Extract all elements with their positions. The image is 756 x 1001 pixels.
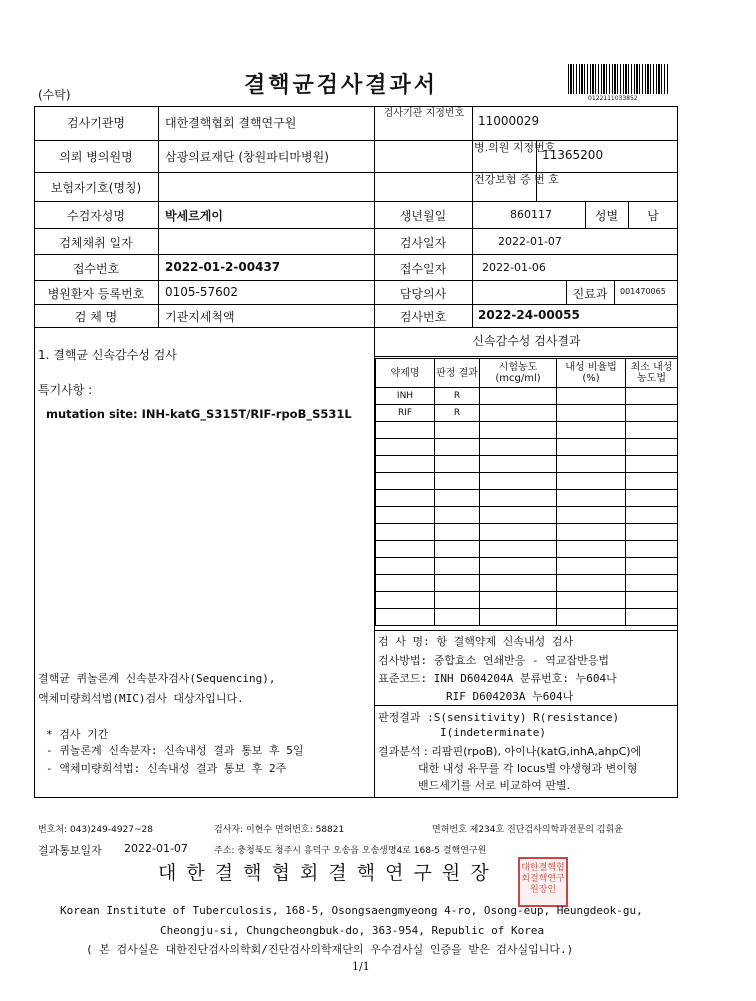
table-row: [376, 609, 678, 626]
cell-drug: INH: [376, 388, 435, 405]
std-code: 표준코드: INH D604204A 분류번호: 누604나: [378, 672, 617, 685]
inst-no-label: 검사기관 지정번호: [383, 108, 465, 119]
footer-examiner: 검사자: 이현수 면허번호: 58821: [214, 825, 345, 835]
notes-label: 특기사항 :: [38, 383, 93, 397]
footer-license: 면허번호 제234호 진단검사의학과전문의 김휘윤: [432, 825, 623, 835]
col-ratio: 내성 비율법(%): [557, 359, 626, 388]
receipt-date-value: 2022-01-06: [482, 261, 546, 274]
specimen-value: 기관지세척액: [165, 310, 235, 324]
address-en-2: Cheongju-si, Chungcheongbuk-do, 363-954, Republic of Korea: [160, 924, 545, 937]
dept-label: 진료과: [572, 287, 608, 301]
table-row: [376, 490, 678, 507]
period-2: - 액체미량희석법: 신속내성 결과 통보 후 2주: [46, 762, 287, 775]
org-name: 대 한 결 핵 협 회 결 핵 연 구 원 장: [158, 862, 491, 884]
table-row: [376, 507, 678, 524]
receipt-date-label: 접수일자: [399, 262, 447, 276]
official-seal: 대한결핵협회결핵연구원장인: [518, 857, 568, 907]
susc-title: 신속감수성 검사결과: [472, 334, 581, 348]
test-date-value: 2022-01-07: [498, 235, 562, 248]
std-code-2: RIF D604203A 누604나: [446, 690, 574, 703]
table-row: [376, 575, 678, 592]
hosp-value: 삼광의료재단 (창원파티마병원): [165, 150, 329, 164]
barcode: [568, 64, 668, 94]
judge-label-2: I(indeterminate): [440, 726, 546, 739]
test-no-value: 2022-24-00055: [478, 308, 580, 322]
test-name: 검 사 명: 항 결핵약제 신속내성 검사: [378, 635, 574, 648]
health-no-label: 건강보험 증 번 호: [474, 173, 559, 186]
analysis-3: 밴드세기를 서로 비교하여 판별.: [418, 779, 571, 792]
report-date: 2022-01-07: [124, 842, 188, 855]
hosp-no-label: 병.의원 지정번호: [474, 141, 556, 154]
page-number: 1/1: [352, 960, 370, 973]
period-title: * 검사 기간: [46, 728, 109, 741]
sex-value: 남: [647, 209, 659, 223]
report-date-label: 결과통보일자: [38, 844, 102, 857]
address-kr: 주소: 충청북도 청주시 흥덕구 오송읍 오송생명4로 168-5 결핵연구원: [214, 846, 487, 856]
receipt-no-value: 2022-01-2-00437: [165, 260, 281, 274]
pt-reg-value: 0105-57602: [165, 285, 239, 299]
seq-line-1: 결핵균 퀴놀론계 신속분자검사(Sequencing),: [38, 672, 276, 685]
table-row: [376, 439, 678, 456]
certification-note: ( 본 검사실은 대한진단검사의학회/진단검사의학재단의 우수검사실 인증을 받은 검사실입니다.): [86, 943, 574, 956]
patient-value: 박세르게이: [165, 209, 223, 223]
table-row: [376, 592, 678, 609]
doctor-label: 담당의사: [399, 287, 447, 301]
inst-value: 대한결핵협회 결핵연구원: [165, 116, 297, 130]
table-row: [376, 456, 678, 473]
table-row: [376, 541, 678, 558]
analysis-1: 결과분석 : 리팜핀(rpoB), 아이나(katG,inhA,ahpC)에: [378, 745, 642, 758]
analysis-2: 대한 내성 유무를 각 locus별 야생형과 변이형: [418, 762, 638, 775]
table-row: [376, 558, 678, 575]
address-en-1: Korean Institute of Tuberculosis, 168-5, Osongsaengmyeong 4-ro, Osong-eup, Heungdeok-gu,: [60, 904, 643, 917]
table-row: [376, 388, 678, 405]
test-no-label: 검사번호: [399, 310, 447, 324]
birth-label: 생년월일: [399, 209, 447, 223]
susceptibility-table: [375, 358, 678, 626]
footer-phone: 번호처: 043)249-4927~28: [38, 825, 153, 835]
inst-no-value: 11000029: [478, 114, 540, 128]
mutation-site: mutation site: INH-katG_S315T/RIF-rpoB_S531L: [46, 407, 352, 421]
test-method: 검사방법: 중합효소 연쇄반응 - 역교잡반응법: [378, 654, 610, 667]
table-row: [376, 524, 678, 541]
page-title: 결핵균검사결과서: [244, 73, 439, 98]
period-1: - 퀴놀론계 신속분자: 신속내성 결과 통보 후 5일: [46, 744, 304, 757]
test-date-label: 검사일자: [399, 236, 447, 250]
birth-value: 860117: [510, 208, 552, 221]
hosp-label: 의뢰 병의원명: [59, 150, 133, 164]
table-row: [376, 405, 678, 422]
pt-reg-label: 병원환자 등록번호: [47, 287, 145, 301]
col-result: 판정 결과: [435, 359, 480, 388]
col-drug: 약제명: [376, 359, 435, 388]
cell-drug: RIF: [376, 405, 435, 422]
judge-label: 판정결과 :S(sensitivity) R(resistance): [378, 711, 620, 724]
col-mic: 최소 내성 농도법: [626, 359, 678, 388]
sex-label: 성별: [594, 209, 619, 223]
table-row: [376, 473, 678, 490]
cell-result: R: [435, 388, 480, 405]
collect-label: 검체채취 일자: [59, 236, 133, 250]
specimen-label: 검 체 명: [74, 310, 118, 324]
table-row: [376, 422, 678, 439]
patient-label: 수검자성명: [67, 209, 125, 223]
col-conc: 시험농도 (mcg/ml): [480, 359, 557, 388]
receipt-no-label: 접수번호: [72, 262, 120, 276]
hosp-no-value: 11365200: [542, 148, 604, 162]
dept-value: 001470065: [620, 287, 666, 296]
section-title: 1. 결핵균 신속감수성 검사: [38, 348, 177, 362]
inst-label: 검사기관명: [67, 116, 125, 130]
receipt-tag: (수탁): [38, 88, 71, 102]
barcode-number: 0122111033852: [588, 95, 638, 102]
insured-label: 보험자기호(명칭): [50, 181, 142, 195]
seq-line-2: 액체미량희석법(MIC)검사 대상자입니다.: [38, 692, 244, 705]
cell-result: R: [435, 405, 480, 422]
